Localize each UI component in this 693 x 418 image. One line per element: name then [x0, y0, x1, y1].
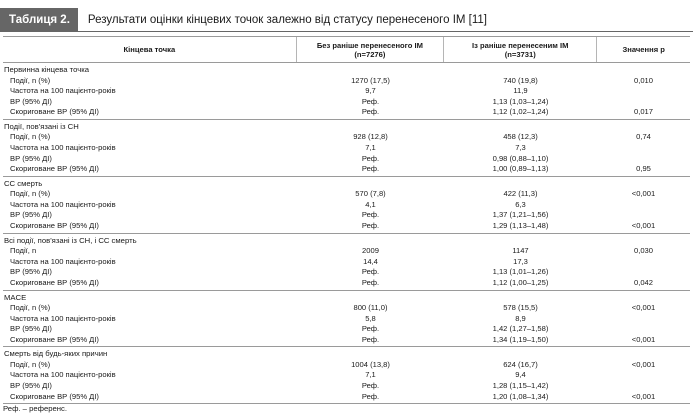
- row-label: ВР (95% ДІ): [10, 267, 52, 277]
- table-title: Результати оцінки кінцевих точок залежно від статусу перенесеного ІМ [11]: [87, 14, 488, 26]
- row-label: Частота на 100 пацієнто-років: [10, 142, 116, 152]
- table-row: [3, 97, 690, 108]
- table-row: [3, 314, 690, 325]
- row-label: Частота на 100 пацієнто-років: [10, 199, 116, 209]
- cell-prior-mi: 1,12 (1,02–1,24): [492, 107, 549, 117]
- row-label: ВР (95% ДІ): [10, 381, 52, 391]
- table-body: [3, 63, 690, 404]
- cell-prior-mi: 1,28 (1,15–1,42): [492, 381, 549, 391]
- cell-prior-mi: 1147: [512, 246, 529, 256]
- table-row: [3, 324, 690, 335]
- cell-prior-mi: 6,3: [515, 199, 526, 209]
- cell-p-value: <0,001: [631, 334, 656, 344]
- row-label: ВР (95% ДІ): [10, 96, 52, 106]
- endpoint-group: [3, 63, 690, 120]
- caption-divider: [0, 31, 693, 32]
- row-label: Частота на 100 пацієнто-років: [10, 256, 116, 266]
- table-caption: [0, 8, 693, 32]
- cell-prior-mi: 1,37 (1,21–1,56): [492, 210, 549, 220]
- cell-no-prior-mi: 7,1: [365, 142, 376, 152]
- header-no-prior-mi: Без раніше перенесеного ІМ (n=7276): [297, 37, 444, 62]
- cell-no-prior-mi: 4,1: [365, 199, 376, 209]
- cell-p-value: [597, 154, 690, 165]
- cell-prior-mi: 11,9: [513, 86, 528, 96]
- table-row: [3, 76, 690, 87]
- cell-p-value: [597, 314, 690, 325]
- endpoint-group-title: Всі події, пов'язані із СН, і СС смерть: [4, 235, 137, 245]
- cell-no-prior-mi: Реф.: [361, 381, 380, 391]
- cell-no-prior-mi: Реф.: [361, 153, 380, 163]
- endpoint-group-title: СС смерть: [4, 178, 43, 188]
- cell-no-prior-mi: Реф.: [361, 277, 380, 287]
- cell-prior-mi: 1,42 (1,27–1,58): [492, 324, 549, 334]
- row-label: ВР (95% ДІ): [10, 153, 52, 163]
- header-prior-mi: Із раніше перенесеним ІМ (n=3731): [444, 37, 597, 62]
- cell-no-prior-mi: 2009: [362, 246, 379, 256]
- cell-p-value: 0,74: [636, 132, 651, 142]
- cell-p-value: 0,042: [633, 277, 653, 287]
- cell-p-value: <0,001: [631, 189, 656, 199]
- table-row: [3, 132, 690, 143]
- cell-p-value: <0,001: [631, 359, 656, 369]
- cell-no-prior-mi: 7,1: [365, 370, 376, 380]
- table-row: [3, 164, 690, 175]
- cell-p-value: <0,001: [631, 391, 656, 401]
- cell-prior-mi: 1,12 (1,00–1,25): [492, 277, 549, 287]
- row-label: ВР (95% ДІ): [10, 210, 52, 220]
- table-row: [3, 246, 690, 257]
- cell-prior-mi: 1,00 (0,89–1,13): [492, 164, 549, 174]
- row-label: Скориговане ВР (95% ДІ): [10, 391, 99, 401]
- row-label: Події, n (%): [10, 75, 51, 85]
- cell-no-prior-mi: Реф.: [361, 324, 380, 334]
- table-row: [3, 392, 690, 403]
- cell-prior-mi: 7,3: [515, 142, 526, 152]
- cell-p-value: <0,001: [631, 221, 656, 231]
- row-label: Частота на 100 пацієнто-років: [10, 86, 116, 96]
- cell-p-value: [597, 97, 690, 108]
- table-header: [3, 36, 690, 63]
- cell-no-prior-mi: 1270 (17,5): [351, 75, 390, 85]
- cell-prior-mi: 1,20 (1,08–1,34): [492, 391, 549, 401]
- row-label: Скориговане ВР (95% ДІ): [10, 164, 99, 174]
- cell-p-value: [597, 324, 690, 335]
- table-row: [3, 221, 690, 232]
- cell-p-value: [597, 143, 690, 154]
- cell-prior-mi: 17,3: [513, 256, 528, 266]
- cell-p-value: [597, 267, 690, 278]
- cell-p-value: [597, 200, 690, 211]
- cell-no-prior-mi: 14,4: [363, 256, 378, 266]
- cell-no-prior-mi: Реф.: [361, 267, 380, 277]
- cell-p-value: 0,010: [633, 75, 653, 85]
- table-row: [3, 370, 690, 381]
- endpoint-group: [3, 120, 690, 177]
- row-label: Скориговане ВР (95% ДІ): [10, 107, 99, 117]
- footnote: Реф. – референс.: [3, 404, 67, 413]
- table-row: [3, 200, 690, 211]
- row-label: Частота на 100 пацієнто-років: [10, 313, 116, 323]
- cell-p-value: 0,95: [636, 164, 651, 174]
- cell-no-prior-mi: 570 (7,8): [355, 189, 386, 199]
- row-label: Скориговане ВР (95% ДІ): [10, 277, 99, 287]
- table-row: [3, 303, 690, 314]
- row-label: ВР (95% ДІ): [10, 324, 52, 334]
- table-row: [3, 278, 690, 289]
- cell-p-value: [597, 381, 690, 392]
- cell-prior-mi: 1,29 (1,13–1,48): [492, 221, 549, 231]
- cell-no-prior-mi: Реф.: [361, 334, 380, 344]
- table-row: [3, 257, 690, 268]
- cell-prior-mi: 8,9: [515, 313, 526, 323]
- table-row: [3, 267, 690, 278]
- table-row: [3, 381, 690, 392]
- cell-no-prior-mi: Реф.: [361, 96, 380, 106]
- cell-prior-mi: 578 (15,5): [503, 303, 538, 312]
- cell-p-value: <0,001: [631, 303, 656, 312]
- cell-no-prior-mi: Реф.: [361, 391, 380, 401]
- row-label: Скориговане ВР (95% ДІ): [10, 334, 99, 344]
- header-p-value: Значення р: [622, 45, 665, 54]
- endpoint-group-title: Смерть від будь-яких причин: [4, 349, 108, 359]
- cell-no-prior-mi: Реф.: [361, 107, 380, 117]
- cell-prior-mi: 624 (16,7): [503, 359, 538, 369]
- row-label: Події, n (%): [10, 359, 51, 369]
- cell-prior-mi: 740 (19,8): [503, 75, 538, 85]
- cell-p-value: [597, 257, 690, 268]
- endpoint-group-title: MACE: [4, 292, 27, 302]
- row-label: Скориговане ВР (95% ДІ): [10, 221, 99, 231]
- cell-no-prior-mi: 1004 (13,8): [351, 359, 390, 369]
- row-label: Частота на 100 пацієнто-років: [10, 370, 116, 380]
- table-row: [3, 107, 690, 118]
- endpoint-group: [3, 347, 690, 404]
- cell-no-prior-mi: Реф.: [361, 210, 380, 220]
- cell-prior-mi: 9,4: [515, 370, 526, 380]
- cell-prior-mi: 0,98 (0,88–1,10): [492, 153, 549, 163]
- cell-p-value: 0,030: [633, 246, 653, 256]
- header-endpoint: Кінцева точка: [3, 37, 297, 62]
- cell-no-prior-mi: 5,8: [365, 313, 376, 323]
- results-table: [3, 36, 690, 404]
- cell-p-value: [597, 210, 690, 221]
- row-label: Події, n (%): [10, 189, 51, 199]
- cell-no-prior-mi: Реф.: [361, 221, 380, 231]
- cell-no-prior-mi: 928 (12,8): [353, 132, 388, 142]
- cell-prior-mi: 458 (12,3): [503, 132, 538, 142]
- row-label: Події, n: [10, 246, 37, 256]
- cell-prior-mi: 1,34 (1,19–1,50): [492, 334, 549, 344]
- cell-no-prior-mi: 9,7: [365, 86, 376, 96]
- endpoint-group: [3, 291, 690, 348]
- cell-p-value: [597, 370, 690, 381]
- endpoint-group: [3, 177, 690, 234]
- table-row: [3, 210, 690, 221]
- cell-p-value: 0,017: [633, 107, 653, 117]
- endpoint-group-title: Первинна кінцева точка: [4, 65, 90, 74]
- endpoint-group-title: Події, пов'язані із СН: [4, 121, 79, 131]
- table-row: [3, 335, 690, 346]
- cell-prior-mi: 422 (11,3): [503, 189, 538, 199]
- table-row: [3, 86, 690, 97]
- cell-prior-mi: 1,13 (1,03–1,24): [492, 96, 549, 106]
- table-row: [3, 189, 690, 200]
- table-number-label: Таблиця 2.: [0, 8, 78, 32]
- cell-no-prior-mi: 800 (11,0): [353, 303, 388, 312]
- cell-no-prior-mi: Реф.: [361, 164, 380, 174]
- cell-p-value: [597, 86, 690, 97]
- row-label: Події, n (%): [10, 132, 51, 142]
- table-row: [3, 143, 690, 154]
- cell-prior-mi: 1,13 (1,01–1,26): [492, 267, 549, 277]
- endpoint-group: [3, 234, 690, 291]
- table-row: [3, 154, 690, 165]
- row-label: Події, n (%): [10, 303, 51, 312]
- table-row: [3, 360, 690, 371]
